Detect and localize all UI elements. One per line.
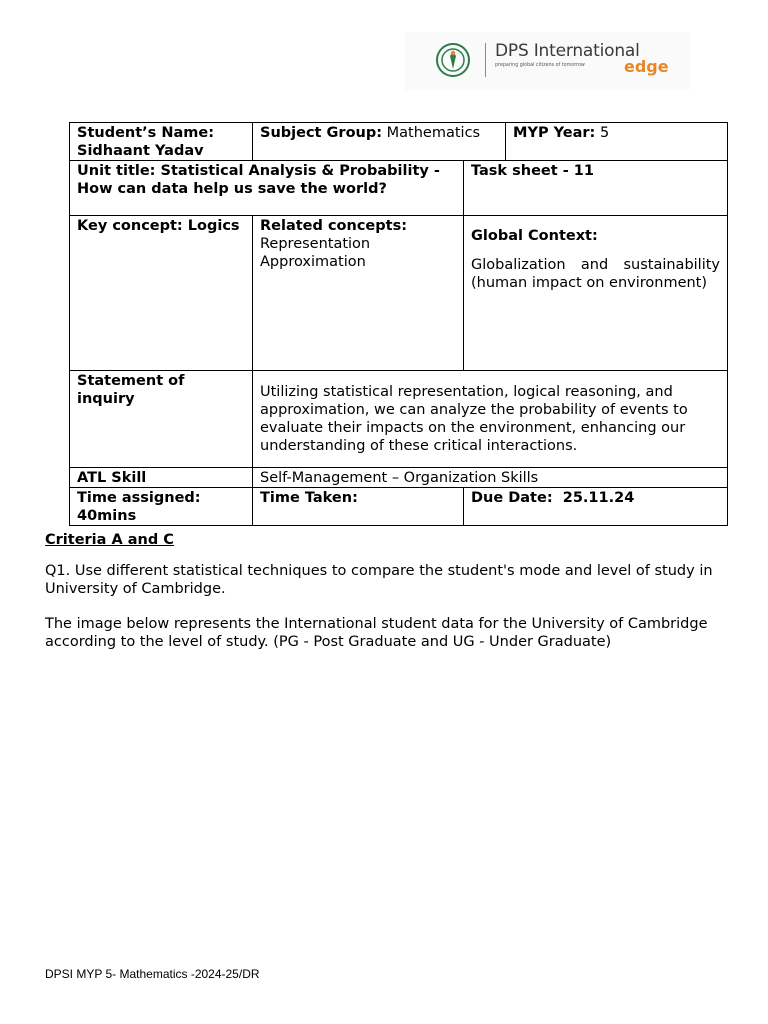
statement-of-inquiry-cell xyxy=(253,371,728,468)
logo-divider xyxy=(485,43,486,77)
table-row xyxy=(70,371,728,468)
time-assigned-label: Time assigned: xyxy=(77,490,201,506)
atl-skill-value: Self-Management – Organization Skills xyxy=(253,468,728,488)
time-taken-label: Time Taken: xyxy=(253,488,464,526)
key-concept: Key concept: Logics xyxy=(70,216,253,371)
due-date-cell xyxy=(464,488,728,526)
student-name-label: Student’s Name: xyxy=(77,125,215,141)
school-emblem-icon xyxy=(435,42,471,78)
logo-edge: edge xyxy=(624,57,669,76)
student-name-value: Sidhaant Yadav xyxy=(77,143,204,159)
related-concepts-cell xyxy=(253,216,464,371)
time-assigned-value: 40mins xyxy=(77,508,137,524)
logo-title: DPS International xyxy=(495,41,640,61)
table-row xyxy=(70,468,728,488)
question-1: Q1. Use different statistical techniques to compare the student's mode and level of study in University of Cambridge. xyxy=(45,563,713,597)
related-concepts-label: Related concepts: xyxy=(260,218,407,234)
time-assigned-cell xyxy=(70,488,253,526)
due-date-label: Due Date: xyxy=(471,490,553,506)
global-context-cell xyxy=(464,216,728,371)
student-name-cell xyxy=(70,123,253,161)
global-context-label: Global Context: xyxy=(471,228,598,244)
atl-skill-label: ATL Skill xyxy=(70,468,253,488)
subject-group-label: Subject Group: xyxy=(260,125,383,141)
due-date-value: 25.11.24 xyxy=(562,490,635,506)
global-context-value: Globalization and sustainability (human impact on environment) xyxy=(471,257,721,291)
myp-year-cell xyxy=(506,123,728,161)
subject-group-cell xyxy=(253,123,506,161)
table-row xyxy=(70,488,728,526)
statement-of-inquiry-value: Utilizing statistical representation, logical reasoning, and approximation, we can analyze the probability of events to evaluate their impacts on the environment, enhancing our understanding of these critical interactions. xyxy=(260,384,688,454)
related-concept-approximation: Approximation xyxy=(260,254,366,270)
school-logo xyxy=(405,32,690,90)
task-sheet: Task sheet - 11 xyxy=(464,161,728,216)
subject-group-value: Mathematics xyxy=(386,125,481,141)
related-concept-representation: Representation xyxy=(260,236,371,252)
table-row xyxy=(70,161,728,216)
statement-of-inquiry-label: Statement of inquiry xyxy=(70,371,253,468)
page-footer: DPSI MYP 5- Mathematics -2024-25/DR xyxy=(45,967,260,981)
unit-title: Unit title: Statistical Analysis & Probability - How can data help us save the world? xyxy=(70,161,464,216)
myp-year-label: MYP Year: xyxy=(513,125,596,141)
task-info-table xyxy=(69,122,728,526)
table-row xyxy=(70,123,728,161)
image-description: The image below represents the International student data for the University of Cambridge according to the level of study. (PG - Post Graduate and UG - Under Graduate) xyxy=(45,616,708,650)
criteria-heading: Criteria A and C xyxy=(45,532,174,548)
logo-tagline: preparing global citizens of tomorrow xyxy=(495,63,585,68)
table-row xyxy=(70,216,728,371)
myp-year-value: 5 xyxy=(599,125,610,141)
